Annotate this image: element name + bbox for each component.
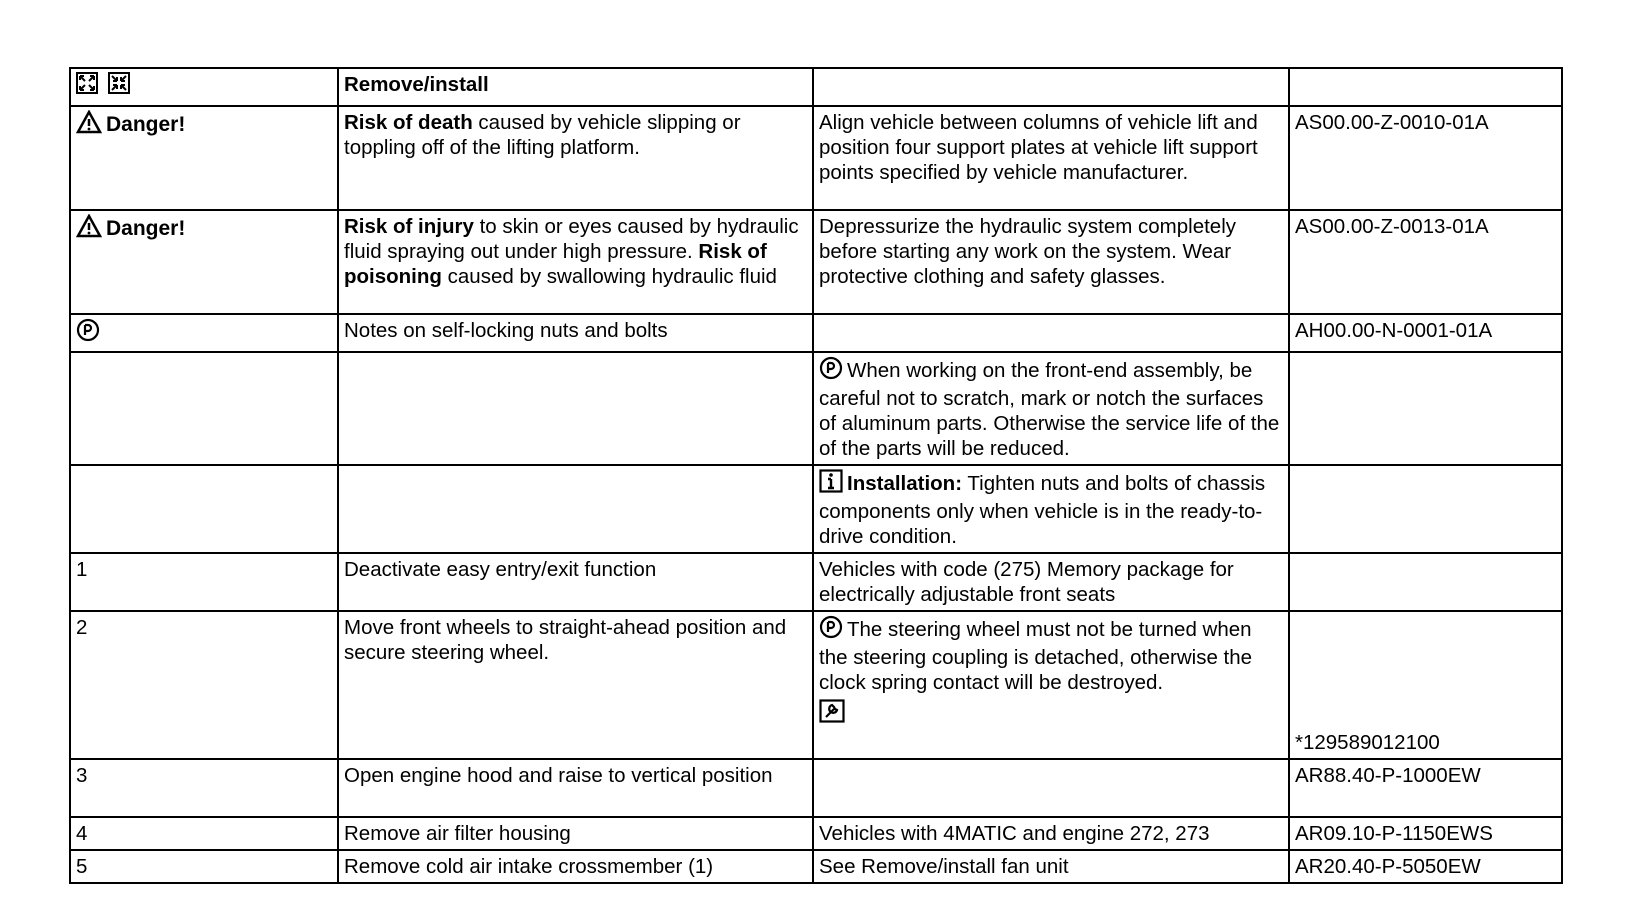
- step-text: Remove cold air intake crossmember (1): [338, 850, 813, 883]
- header-row: [70, 68, 1562, 106]
- reference-link[interactable]: AS00.00-Z-0013-01A: [1289, 210, 1562, 314]
- reference-cell: [1289, 465, 1562, 553]
- table-row: [70, 465, 1562, 553]
- expand-icon[interactable]: [76, 72, 98, 100]
- label-cell: [70, 210, 338, 314]
- label-cell: [70, 465, 338, 553]
- note-text: When working on the front-end assembly, be careful not to scratch, mark or notch the surfaces of aluminum parts. Otherwise the service life of the of the parts will be reduced.: [819, 359, 1280, 460]
- table-row: [70, 850, 1562, 883]
- reference-cell: [1289, 352, 1562, 465]
- step-number: 5: [70, 850, 338, 883]
- instruction-cell: Vehicles with 4MATIC and engine 272, 273: [813, 817, 1289, 850]
- risk-text: caused by swallowing hydraulic fluid: [447, 265, 777, 288]
- risk-text: to skin or eyes caused by hydraulic fluid spraying out under high pressure.: [344, 215, 799, 263]
- danger-label: Danger!: [106, 217, 186, 240]
- header-empty-cell: [1289, 68, 1562, 106]
- collapse-icon[interactable]: [108, 72, 130, 100]
- step-text: Deactivate easy entry/exit function: [338, 553, 813, 611]
- instruction-cell: Vehicles with code (275) Memory package for electrically adjustable front seats: [813, 553, 1289, 611]
- header-icons-cell: [70, 68, 338, 106]
- note-heading: Installation:: [847, 472, 963, 495]
- risk-cell: [338, 210, 813, 314]
- step-number: 2: [70, 611, 338, 759]
- table-row: [70, 352, 1562, 465]
- step-number: 3: [70, 759, 338, 817]
- table-row: [70, 553, 1562, 611]
- caution-circle-icon: [819, 615, 843, 645]
- table-row: [70, 210, 1562, 314]
- reference-link[interactable]: AR88.40-P-1000EW: [1289, 759, 1562, 817]
- procedure-sheet: [69, 67, 1561, 884]
- warning-triangle-icon: [76, 110, 102, 140]
- danger-label: Danger!: [106, 113, 186, 136]
- step-text: [338, 352, 813, 465]
- instruction-cell: [813, 759, 1289, 817]
- special-tool-icon[interactable]: [819, 699, 1283, 729]
- table-row: [70, 759, 1562, 817]
- table-row: [70, 611, 1562, 759]
- note-text: The steering wheel must not be turned when the steering coupling is detached, otherwise the clock spring contact will be destroyed.: [819, 618, 1253, 694]
- reference-link[interactable]: AR20.40-P-5050EW: [1289, 850, 1562, 883]
- header-empty-cell: [813, 68, 1289, 106]
- risk-heading: Risk of death: [344, 111, 473, 134]
- note-text: Tighten nuts and bolts of chassis components only when vehicle is in the ready-to-drive condition.: [819, 472, 1266, 548]
- instruction-cell: Align vehicle between columns of vehicle lift and position four support plates at vehicle lift support points specified by vehicle manufacturer.: [813, 106, 1289, 210]
- table-row: [70, 106, 1562, 210]
- instruction-cell: Depressurize the hydraulic system completely before starting any work on the system. Wear protective clothing and safety glasses.: [813, 210, 1289, 314]
- caution-circle-icon: [819, 356, 843, 386]
- note-circle-icon: [76, 318, 100, 348]
- risk-cell: [338, 106, 813, 210]
- header-title: Remove/install: [338, 68, 813, 106]
- risk-heading: Risk of injury: [344, 215, 474, 238]
- step-number: 4: [70, 817, 338, 850]
- risk-text: caused by vehicle slipping or toppling off of the lifting platform.: [344, 111, 741, 159]
- reference-link[interactable]: AR09.10-P-1150EWS: [1289, 817, 1562, 850]
- label-cell: [70, 314, 338, 352]
- instruction-cell: [813, 611, 1289, 759]
- risk-heading: Risk of poisoning: [344, 240, 767, 288]
- step-text: Notes on self-locking nuts and bolts: [338, 314, 813, 352]
- instruction-cell: [813, 465, 1289, 553]
- instruction-cell[interactable]: See Remove/install fan unit: [813, 850, 1289, 883]
- step-text: Open engine hood and raise to vertical position: [338, 759, 813, 817]
- warning-triangle-icon: [76, 214, 102, 244]
- instruction-cell: [813, 314, 1289, 352]
- label-cell: [70, 106, 338, 210]
- step-number: 1: [70, 553, 338, 611]
- reference-link[interactable]: AS00.00-Z-0010-01A: [1289, 106, 1562, 210]
- reference-link[interactable]: *129589012100: [1289, 611, 1562, 759]
- info-icon: [819, 469, 843, 499]
- procedure-table: [69, 67, 1563, 884]
- step-text: Remove air filter housing: [338, 817, 813, 850]
- table-row: [70, 314, 1562, 352]
- label-cell: [70, 352, 338, 465]
- step-text: [338, 465, 813, 553]
- step-text: Move front wheels to straight-ahead position and secure steering wheel.: [338, 611, 813, 759]
- table-row: [70, 817, 1562, 850]
- reference-link[interactable]: [1289, 553, 1562, 611]
- instruction-cell: [813, 352, 1289, 465]
- reference-link[interactable]: AH00.00-N-0001-01A: [1289, 314, 1562, 352]
